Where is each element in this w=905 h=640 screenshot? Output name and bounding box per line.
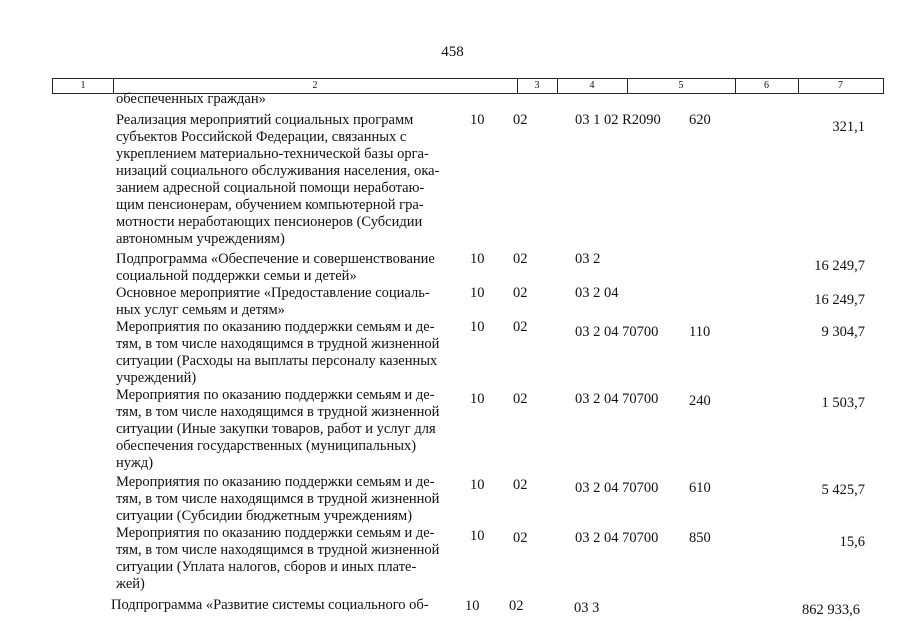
row-col-3: 10 [470, 477, 485, 493]
row-amount: 1 503,7 [821, 395, 865, 411]
row-col-5: 03 2 [575, 251, 601, 267]
row-amount: 5 425,7 [821, 482, 865, 498]
header-col-3: 3 [517, 79, 558, 93]
row-amount: 862 933,6 [802, 602, 860, 618]
row-col-6: 620 [689, 112, 711, 128]
header-col-5: 5 [627, 79, 736, 93]
row-description: Подпрограмма «Развитие системы социального об- [111, 597, 429, 613]
header-col-7: 7 [838, 80, 843, 91]
row-col-5: 03 2 04 70700 [575, 324, 659, 340]
row-description: Реализация мероприятий социальных программ субъектов Российской Федерации, связанных с укреплением материально-технической базы орга- низаций социального обслуживания населения, ока- занием адресной социальной помощи неработаю- щим пенсионерам, обучением компьютерной гра- мотности неработающих пенсионеров (Субсидии автономным учреждениям) [116, 112, 440, 247]
row-description: Основное мероприятие «Предоставление социаль- ных услуг семьям и детям» [116, 285, 430, 318]
row-col-3: 10 [470, 528, 485, 544]
row-amount: 15,6 [839, 534, 865, 550]
row-col-6: 850 [689, 530, 711, 546]
header-col-6: 6 [735, 79, 799, 93]
row-col-5: 03 1 02 R2090 [575, 112, 661, 128]
header-col-4: 4 [557, 79, 628, 93]
row-col-4: 02 [509, 598, 524, 614]
row-description: Мероприятия по оказанию поддержки семьям и де- тям, в том числе находящимся в трудной жизненной ситуации (Уплата налогов, сборов и иных плате- жей) [116, 525, 440, 592]
row-col-3: 10 [470, 319, 485, 335]
row-col-5: 03 2 04 70700 [575, 530, 659, 546]
row-col-4: 02 [513, 251, 528, 267]
row-description: Мероприятия по оказанию поддержки семьям и де- тям, в том числе находящимся в трудной жизненной ситуации (Расходы на выплаты персоналу казенных учреждений) [116, 319, 440, 386]
row-col-3: 10 [470, 251, 485, 267]
row-col-4: 02 [513, 391, 528, 407]
row-col-5: 03 2 04 [575, 285, 619, 301]
row-col-5: 03 3 [574, 600, 600, 616]
header-col-2: 2 [113, 79, 518, 93]
row-description: Подпрограмма «Обеспечение и совершенствование социальной поддержки семьи и детей» [116, 251, 435, 284]
row-col-4: 02 [513, 112, 528, 128]
row-col-4: 02 [513, 319, 528, 335]
row-col-3: 10 [470, 391, 485, 407]
header-col-1: 1 [53, 79, 114, 93]
row-description: Мероприятия по оказанию поддержки семьям и де- тям, в том числе находящимся в трудной жизненной ситуации (Иные закупки товаров, работ и услуг для обеспечения государственных (муниципальных) нужд) [116, 387, 440, 471]
row-amount: 9 304,7 [821, 324, 865, 340]
row-col-4: 02 [513, 530, 528, 546]
row-col-4: 02 [513, 477, 528, 493]
row-col-3: 10 [470, 285, 485, 301]
row-col-5: 03 2 04 70700 [575, 480, 659, 496]
row-col-4: 02 [513, 285, 528, 301]
page-number: 458 [441, 44, 464, 60]
row-col-6: 110 [689, 324, 711, 340]
row-col-5: 03 2 04 70700 [575, 391, 659, 407]
row-col-6: 240 [689, 393, 711, 409]
row-amount: 16 249,7 [814, 292, 865, 308]
row-description: обеспеченных граждан» [116, 91, 266, 107]
row-col-3: 10 [465, 598, 480, 614]
row-description: Мероприятия по оказанию поддержки семьям и де- тям, в том числе находящимся в трудной жизненной ситуации (Субсидии бюджетным учреждениям) [116, 474, 440, 524]
row-amount: 16 249,7 [814, 258, 865, 274]
row-col-3: 10 [470, 112, 485, 128]
row-col-6: 610 [689, 480, 711, 496]
row-amount: 321,1 [832, 119, 865, 135]
